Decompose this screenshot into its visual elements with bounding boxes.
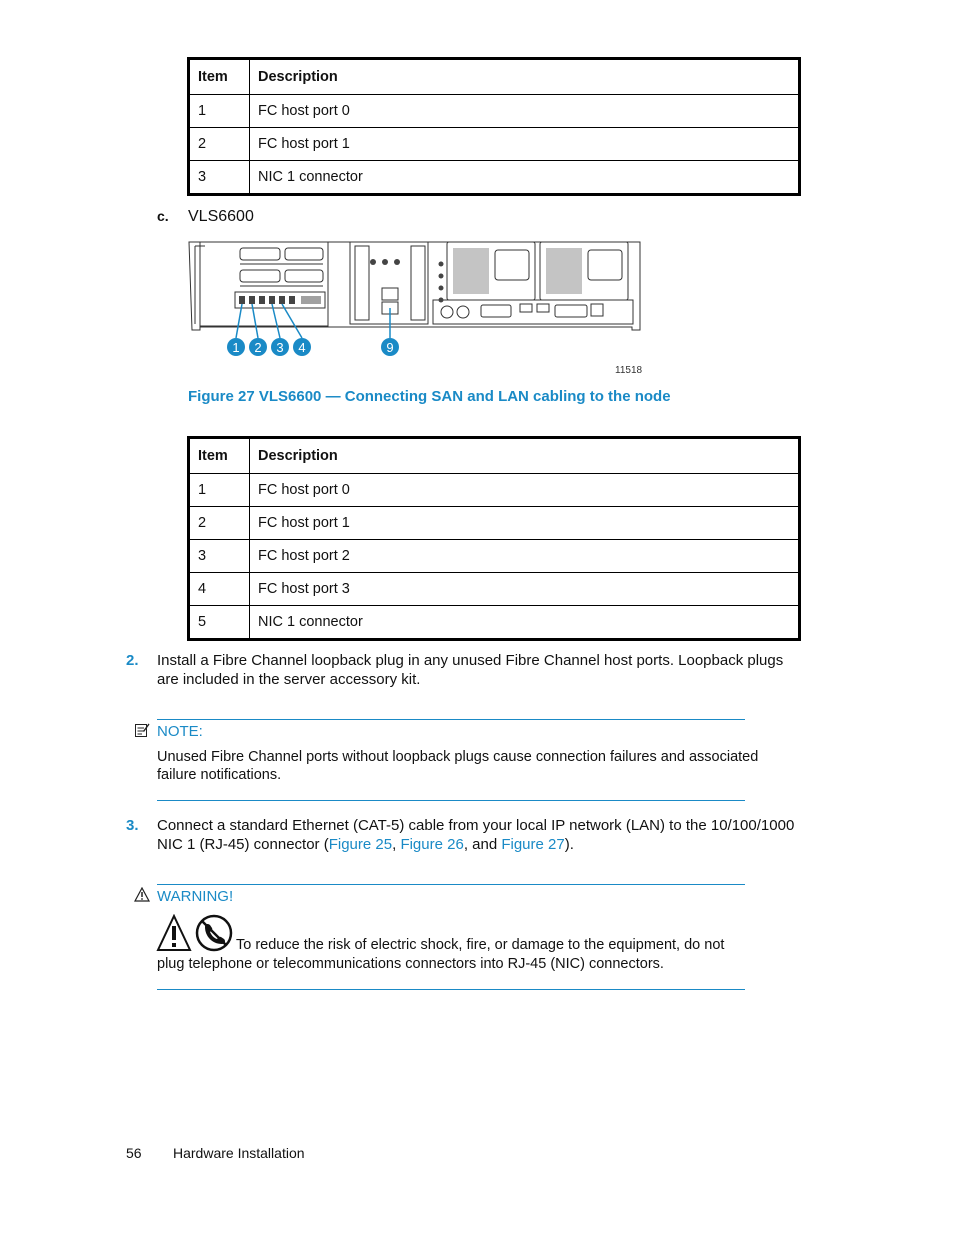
note-line-1: Unused Fibre Channel ports without loopback plugs cause connection failures and associated (157, 749, 759, 765)
warning-line-2: plug telephone or telecommunications connectors into RJ-45 (NIC) connectors. (157, 956, 664, 972)
item-cell: 1 (189, 474, 250, 507)
table-row (189, 161, 800, 195)
figure-caption: Figure 27 VLS6600 — Connecting SAN and LAN cabling to the node (188, 388, 671, 405)
warning-triangle-icon (134, 887, 150, 902)
item-cell: 3 (189, 540, 250, 573)
step-2-number: 2. (126, 652, 139, 669)
callout-4-label: 4 (298, 340, 306, 355)
description-cell: FC host port 1 (250, 507, 800, 540)
column-header-item: Item (189, 59, 250, 95)
description-cell: FC host port 1 (250, 128, 800, 161)
step-3-line-2-prefix: NIC 1 (RJ-45) connector ( (157, 836, 329, 853)
warning-bottom-rule (157, 989, 745, 990)
description-cell: NIC 1 connector (250, 606, 800, 640)
table-row (189, 128, 800, 161)
figure-25-link[interactable]: Figure 25 (328, 836, 393, 853)
figure-26-link[interactable]: Figure 26 (400, 836, 464, 853)
substep-label: VLS6600 (188, 208, 254, 225)
description-cell: FC host port 2 (250, 540, 800, 573)
description-cell: FC host port 0 (250, 95, 800, 128)
table-row (189, 95, 800, 128)
callout-1-label: 1 (232, 340, 240, 355)
step-2-line-1: Install a Fibre Channel loopback plug in any unused Fibre Channel host ports. Loopback plugs (157, 652, 784, 669)
figure-image-id: 11518 (615, 365, 643, 376)
callout-3-label: 3 (276, 340, 284, 355)
table-row (189, 573, 800, 606)
note-line-2: failure notifications. (157, 767, 282, 783)
item-cell: 1 (189, 95, 250, 128)
page-number: 56 (126, 1145, 142, 1161)
note-top-rule (157, 719, 745, 720)
warning-top-rule (157, 884, 745, 885)
warning-line-1: To reduce the risk of electric shock, fire, or damage to the equipment, do not (236, 937, 725, 953)
warning-title: WARNING! (157, 888, 234, 905)
item-table-2 (187, 436, 801, 641)
substep-marker: c. (157, 208, 169, 224)
table-header-row (189, 59, 800, 95)
step-3-line-2 (157, 835, 837, 854)
table-header-row (189, 438, 800, 474)
item-cell: 5 (189, 606, 250, 640)
footer-section-title: Hardware Installation (173, 1145, 305, 1161)
step-3-number: 3. (126, 817, 139, 834)
description-cell: NIC 1 connector (250, 161, 800, 195)
separator-1: , (392, 836, 401, 853)
table-row (189, 606, 800, 640)
warning-body (157, 936, 777, 974)
description-cell: FC host port 0 (250, 474, 800, 507)
callout-2-label: 2 (254, 340, 262, 355)
column-header-description: Description (250, 59, 800, 95)
item-table-1 (187, 57, 801, 196)
description-cell: FC host port 3 (250, 573, 800, 606)
column-header-description: Description (250, 438, 800, 474)
step-2-text (157, 651, 817, 689)
step-3-line-1: Connect a standard Ethernet (CAT-5) cable from your local IP network (LAN) to the 10/100/1000 (157, 817, 795, 834)
item-cell: 4 (189, 573, 250, 606)
note-title: NOTE: (157, 723, 203, 740)
figure-27-link[interactable]: Figure 27 (501, 836, 565, 853)
separator-2: , and (463, 836, 502, 853)
item-cell: 2 (189, 507, 250, 540)
item-cell: 3 (189, 161, 250, 195)
table-row (189, 540, 800, 573)
table-row (189, 507, 800, 540)
column-header-item: Item (189, 438, 250, 474)
note-body (157, 748, 777, 784)
item-cell: 2 (189, 128, 250, 161)
table-row (189, 474, 800, 507)
callout-9-label: 9 (386, 340, 394, 355)
step-3-text (157, 816, 837, 854)
step-3-line-2-suffix: ). (564, 836, 574, 853)
note-icon (134, 722, 150, 738)
note-bottom-rule (157, 800, 745, 801)
step-2-line-2: are included in the server accessory kit. (157, 671, 421, 688)
vls6600-rear-panel-figure (185, 234, 655, 379)
